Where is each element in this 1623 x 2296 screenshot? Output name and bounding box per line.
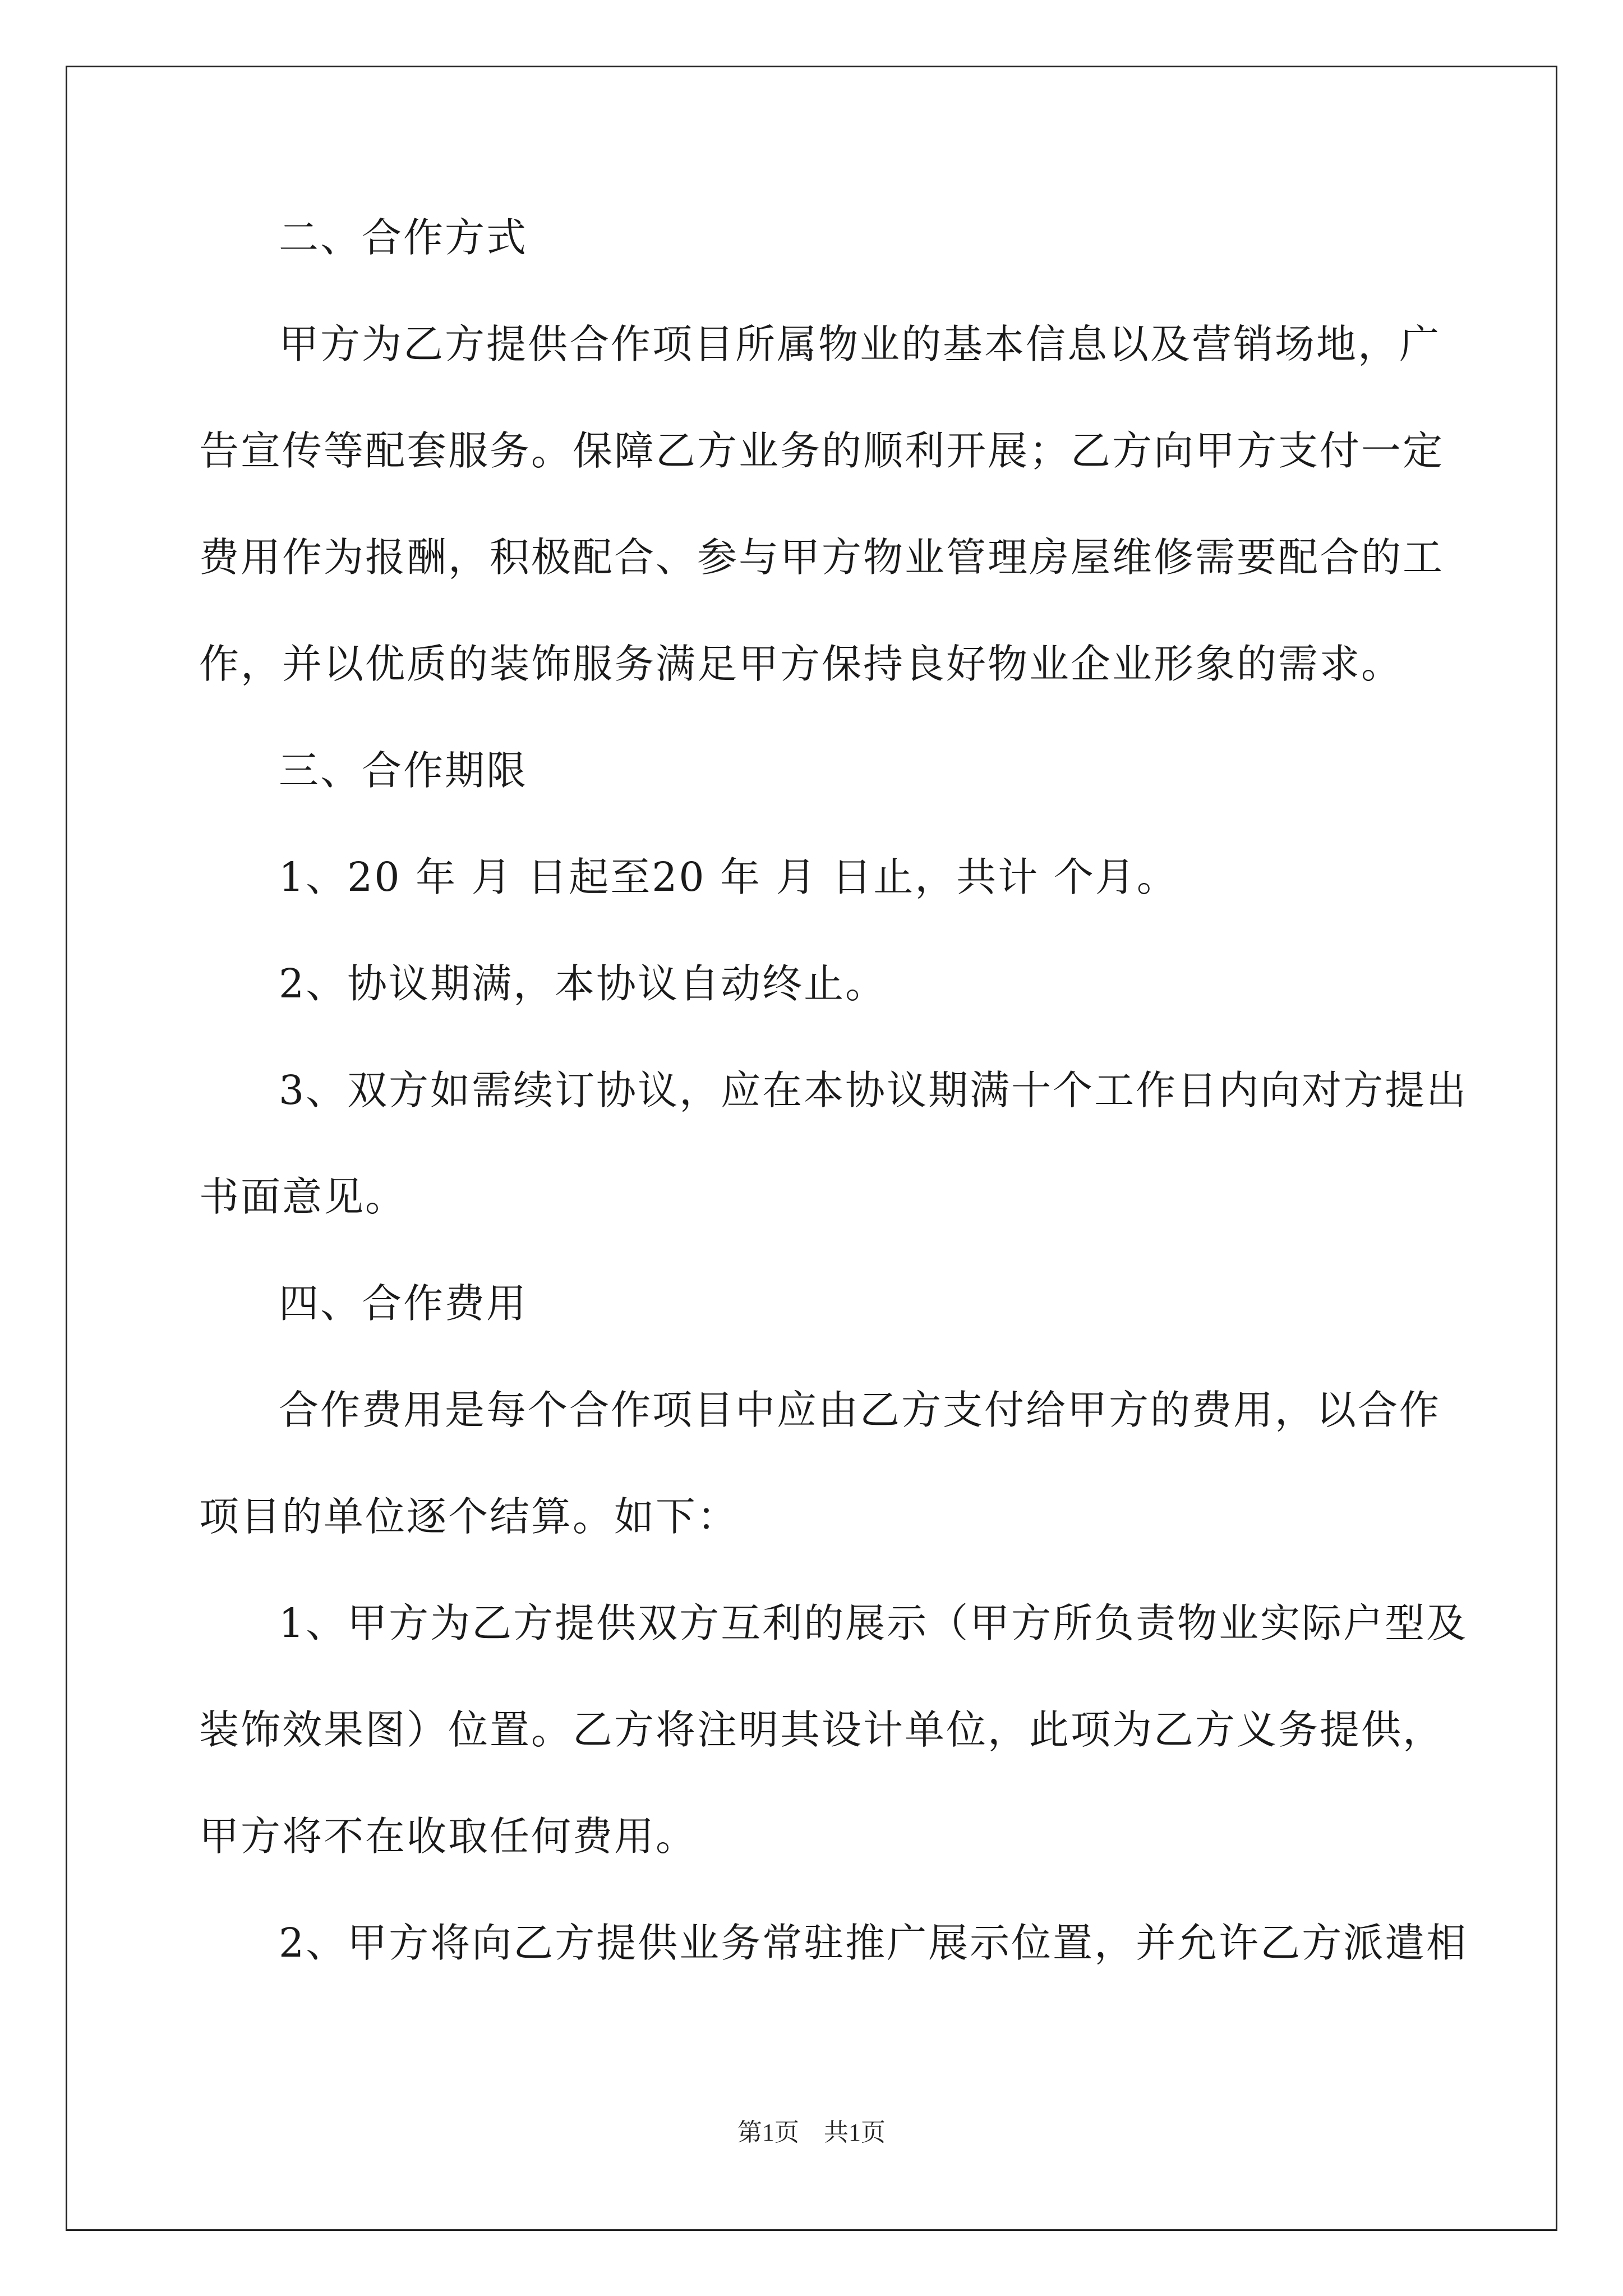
- section-heading-cooperation-fees: 四、合作费用: [279, 1280, 528, 1327]
- list-item: 1、甲方为乙方提供双方互利的展示（甲方所负责物业实际户型及: [279, 1600, 1468, 1646]
- list-item: 1、20 年 月 日起至20 年 月 日止，共计 个月。: [279, 854, 1178, 900]
- page-number-footer: 第1页 共1页: [737, 2119, 886, 2146]
- list-item-continuation: 甲方将不在收取任何费用。: [199, 1813, 698, 1860]
- list-item-continuation: 装饰效果图）位置。乙方将注明其设计单位，此项为乙方义务提供，: [199, 1706, 1445, 1753]
- paragraph-line: 作，并以优质的装饰服务满足甲方保持良好物业企业形象的需求。: [199, 641, 1403, 687]
- paragraph-line: 合作费用是每个合作项目中应由乙方支付给甲方的费用，以合作: [279, 1387, 1441, 1433]
- page-border: [66, 66, 1557, 2231]
- section-heading-cooperation-method: 二、合作方式: [279, 214, 528, 261]
- list-item-continuation: 书面意见。: [199, 1174, 407, 1220]
- list-item: 3、双方如需续订协议，应在本协议期满十个工作日内向对方提出: [279, 1067, 1468, 1114]
- list-item: 2、甲方将向乙方提供业务常驻推广展示位置，并允许乙方派遣相: [279, 1920, 1468, 1966]
- paragraph-line: 项目的单位逐个结算。如下：: [199, 1493, 739, 1540]
- paragraph-line: 费用作为报酬，积极配合、参与甲方物业管理房屋维修需要配合的工: [199, 534, 1445, 581]
- paragraph-line: 甲方为乙方提供合作项目所属物业的基本信息以及营销场地，广: [279, 321, 1441, 367]
- paragraph-line: 告宣传等配套服务。保障乙方业务的顺利开展；乙方向甲方支付一定: [199, 427, 1445, 474]
- section-heading-cooperation-period: 三、合作期限: [279, 747, 528, 794]
- list-item: 2、协议期满，本协议自动终止。: [279, 960, 887, 1007]
